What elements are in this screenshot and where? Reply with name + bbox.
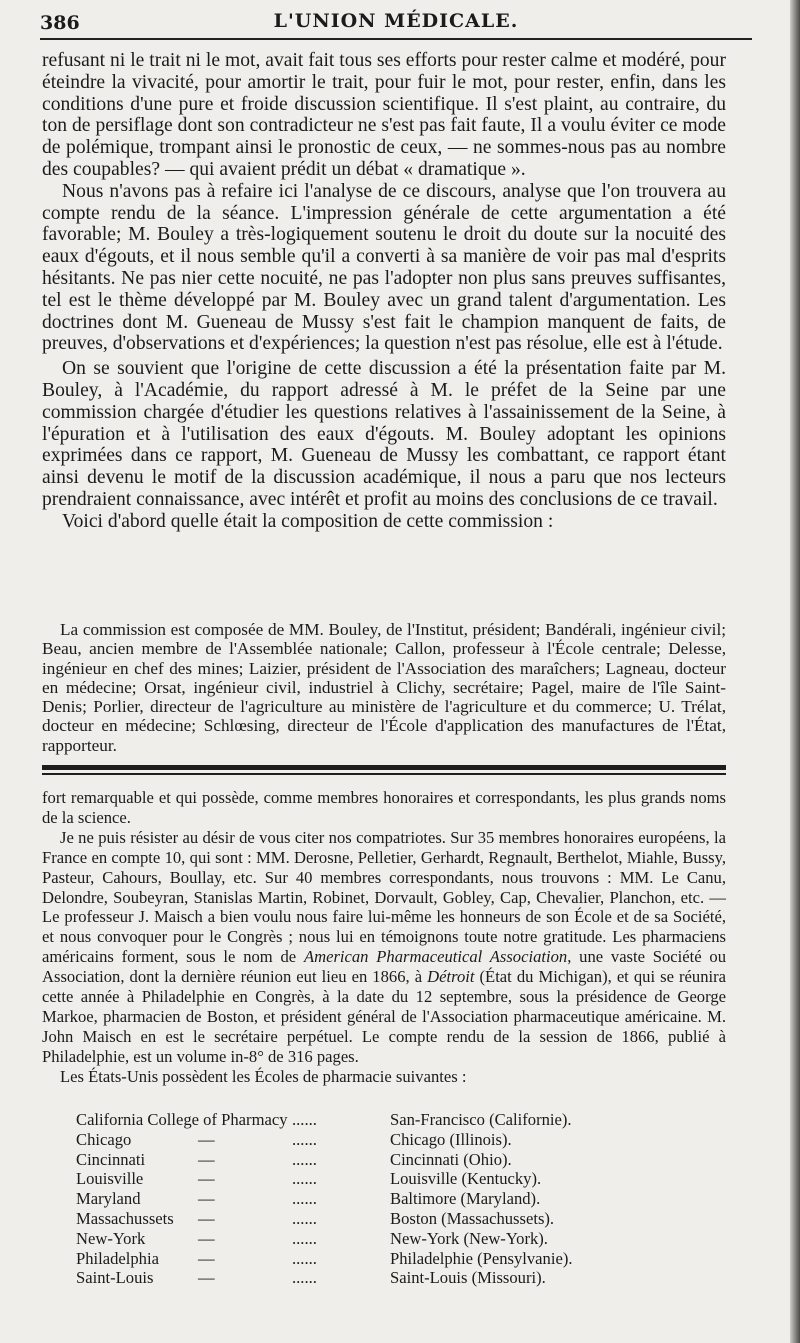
school-row (76, 1169, 696, 1189)
ditto-dash: — (198, 1268, 215, 1288)
school-row (76, 1150, 696, 1170)
school-location: Chicago (Illinois). (390, 1129, 512, 1149)
leader-dots: ...... (292, 1169, 317, 1189)
school-location: Louisville (Kentucky). (390, 1169, 542, 1189)
leader-dots: ...... (292, 1149, 317, 1169)
leader-dots: ...... (292, 1208, 317, 1228)
feuilleton-divider (42, 765, 726, 770)
article-paragraph: refusant ni le trait ni le mot, avait fait tous ses efforts pour rester calme et modéré, pour éteindre la vivacité, pour amortir le trait, pour fuir le mot, pour rester, enfin, dans les conditions d'une pure et froide discussion scientifique. Il s'est plaint, au contraire, du ton de persiflage dont son contradicteur ne s'est pas fait faute, Il a voulu éviter ce mode de polémique, trompant ainsi le pronostic de ceux, — ne sommes-nous pas au nombre des coupables? — qui avaient prédit un débat « dramatique ». (42, 50, 726, 180)
school-name: Maryland (76, 1189, 141, 1209)
school-row (76, 1130, 696, 1150)
leader-dots: ...... (292, 1129, 317, 1149)
page-number: 386 (40, 12, 80, 34)
school-name: Louisville (76, 1169, 144, 1189)
leader-dots: ...... (292, 1248, 317, 1268)
article-paragraph: Voici d'abord quelle était la composition de cette commission : (62, 510, 554, 532)
association-name: American Pharmaceutical Association (303, 947, 568, 967)
school-location: Saint-Louis (Missouri). (390, 1268, 546, 1288)
leader-dots: ...... (292, 1268, 317, 1288)
ditto-dash: — (198, 1228, 215, 1248)
leader-dots: ...... (292, 1228, 317, 1248)
school-row (76, 1268, 696, 1288)
feuilleton-section (42, 788, 726, 1087)
school-location: New-York (New-York). (390, 1228, 548, 1248)
school-row (76, 1209, 696, 1229)
article-paragraph: Nous n'avons pas à refaire ici l'analyse de ce discours, analyse que l'on trouvera au compte rendu de la séance. L'impression générale de cette argumentation a été favorable; M. Bouley a très-logiquement soutenu le droit du doute sur la nocuité des eaux d'égouts, et il nous semble qu'il a converti à sa manière de voir pas mal d'esprits hésitants. Ne pas nier cette nocuité, ne pas l'adopter non plus sans preuves suffisantes, tel est le thème développé par M. Bouley avec un grand talent d'argumentation. Les doctrines dont M. Gueneau de Mussy s'est fait le champion manquent de faits, de preuves, d'observations et d'expériences; la question n'est pas résolue, elle est à l'étude. (42, 180, 726, 355)
ditto-dash: — (198, 1248, 215, 1268)
feuilleton-paragraph: fort remarquable et qui possède, comme membres honoraires et correspondants, les plus grands noms de la science. (42, 788, 726, 827)
leader-dots: ...... (292, 1110, 317, 1129)
leader-dots: ...... (292, 1189, 317, 1209)
school-name: Chicago (76, 1129, 132, 1149)
pharmacy-schools-list (76, 1110, 696, 1288)
article-paragraph: On se souvient que l'origine de cette discussion a été la présentation faite par M. Bouley, à l'Académie, du rapport adressé à M. le préfet de la Seine par une commission chargée d'étudier les questions relatives à l'assainissement de la Seine, à l'épuration et à l'utilisation des eaux d'égouts. M. Bouley adoptant les opinions exprimées dans ce rapport, M. Gueneau de Mussy les combattant, ce rapport étant ainsi devenu le motif de la discussion académique, il nous a paru que nos lecteurs prendraient connaissance, avec intérêt et profit au moins des conclusions de ce travail. (42, 358, 726, 510)
school-location: San-Francisco (Californie). (390, 1110, 572, 1129)
school-location: Cincinnati (Ohio). (390, 1149, 512, 1169)
school-name: Philadelphia (76, 1248, 159, 1268)
feuilleton-divider-thin (42, 773, 726, 775)
feuilleton-paragraph: Je ne puis résister au désir de vous citer nos compatriotes. Sur 35 membres honoraires européens, la France en compte 10, qui sont : MM. Derosne, Pelletier, Gerhardt, Regnault, Berthelot, Miahle, Bussy, Pasteur, Cahours, Boullay, etc. Sur 40 membres correspondants, nous trouvons : MM. Le Canu, Delondre, Soubeyran, Stanislas Martin, Robinet, Dorvault, Gobley, Cap, Chevalier, Planchon, etc. —Le professeur J. Maisch a bien voulu nous faire lui-même les honneurs de son École et de sa Société, et nous convoquer pour le Congrès ; nous lui en témoignons toute notre gratitude. Les pharmaciens américains forment, sous le nom de American Pharmaceutical Association, une vaste Société ou Association, dont la dernière réunion eut lieu en 1866, à Détroit (État du Michigan), et qui se réunira cette année à Philadelphie en Congrès, à la date du 12 septembre, sous la présidence de George Markoe, pharmacien de Boston, et président général de l'Association pharmaceutique américaine. M. John Maisch en est le secrétaire perpétuel. Le compte rendu de la session de 1866, publié à Philadelphie, est un volume in-8° de 316 pages. (42, 827, 727, 1066)
ditto-dash: — (198, 1169, 215, 1189)
school-name: Cincinnati (76, 1149, 146, 1169)
school-row (76, 1189, 696, 1209)
school-name: California College of Pharmacy (76, 1110, 288, 1129)
school-name: Massachussets (76, 1208, 174, 1228)
school-row (76, 1249, 696, 1269)
school-row (76, 1110, 696, 1130)
page-header (40, 4, 752, 40)
running-title: L'UNION MÉDICALE. (273, 10, 519, 32)
school-location: Boston (Massachussets). (390, 1208, 555, 1228)
ditto-dash: — (198, 1149, 215, 1169)
school-name: Saint-Louis (76, 1268, 154, 1288)
page-binding-edge (790, 0, 800, 1343)
school-location: Philadelphie (Pensylvanie). (390, 1248, 573, 1268)
commission-composition: La commission est composée de MM. Bouley, de l'Institut, président; Bandérali, ingénieur civil; Beau, ancien membre de l'Assemblée nationale; Callon, professeur à l'École centrale; Delesse, ingénieur en chef des mines; Laizier, président de l'Association des maraîchers; Lagneau, docteur en médecine; Orsat, ingénieur civil, industriel à Clichy, secrétaire; Pagel, maire de l'île Saint-Denis; Porlier, directeur de l'agriculture au ministère de l'agriculture et du commerce; U. Trélat, docteur en médecine; Schlœsing, directeur de l'École d'application des manufactures de l'État, rapporteur. (42, 620, 726, 755)
city-name: Détroit (427, 967, 475, 987)
ditto-dash: — (198, 1189, 215, 1209)
ditto-dash: — (198, 1208, 215, 1228)
school-location: Baltimore (Maryland). (390, 1189, 541, 1209)
school-name: New-York (76, 1228, 146, 1248)
main-article (42, 50, 726, 533)
ditto-dash: — (198, 1129, 215, 1149)
school-row (76, 1229, 696, 1249)
feuilleton-paragraph: Les États-Unis possèdent les Écoles de pharmacie suivantes : (60, 1066, 467, 1086)
